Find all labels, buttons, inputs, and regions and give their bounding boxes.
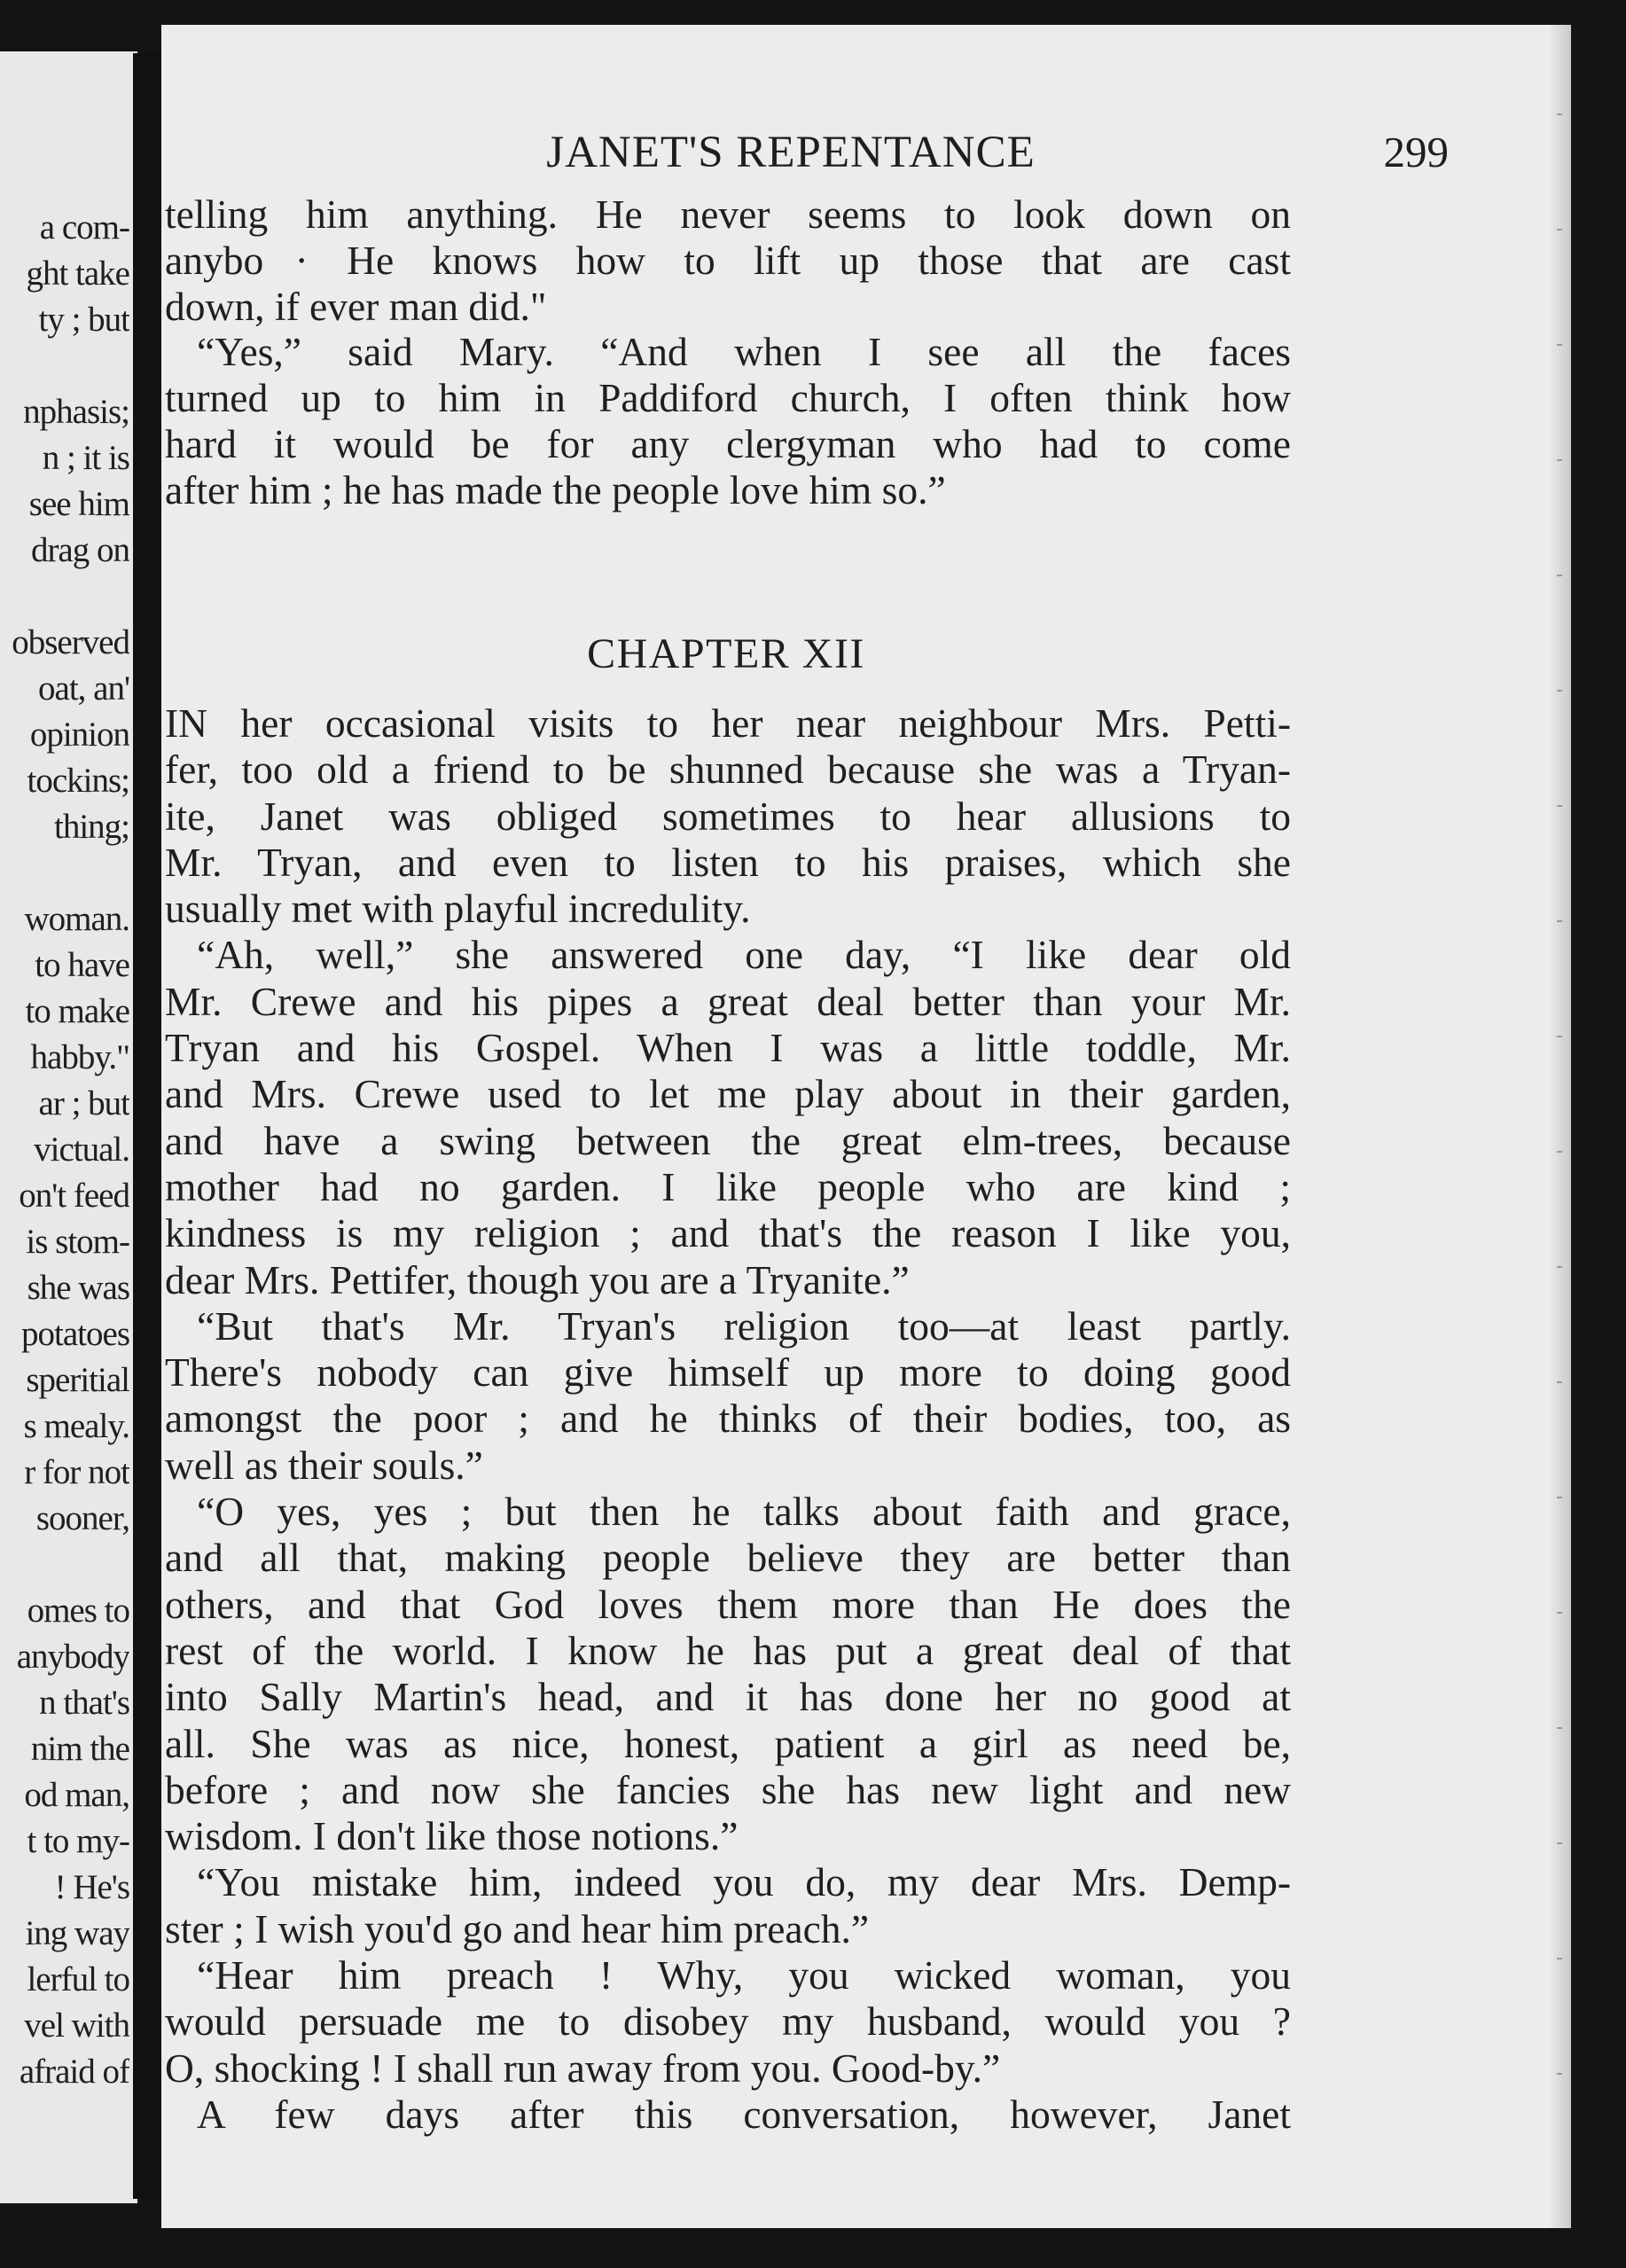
text-line: Mr. Tryan, and even to listen to his praises, which she (165, 839, 1291, 885)
text-line: after him ; he has made the people love him so.” (165, 466, 946, 512)
text-line: “You mistake him, indeed you do, my dear Mrs. Demp- (197, 1859, 1291, 1905)
left-fragment-line: to make (25, 992, 129, 1030)
left-fragment-line: she was (27, 1269, 129, 1307)
text-line: would persuade me to disobey my husband, would you ? (165, 1998, 1291, 2045)
text-line: into Sally Martin's head, and it has done her no good at (165, 1674, 1291, 1720)
left-fragment-line: thing; (53, 808, 129, 846)
text-line: “But that's Mr. Tryan's religion too—at least partly. (197, 1302, 1291, 1349)
text-line: and all that, making people believe they are better than (165, 1535, 1291, 1581)
left-fragment-line: observed (12, 623, 129, 661)
left-fragment-line: n ; it is (42, 439, 129, 477)
left-fragment-line: vel with (24, 2006, 129, 2045)
text-line: anybo · He knows how to lift up those that are cast (165, 237, 1291, 283)
text-line: O, shocking ! I shall run away from you. Good-by.” (165, 2045, 1001, 2091)
text-line: amongst the poor ; and he thinks of their bodies, too, as (165, 1396, 1291, 1442)
text-line: Tryan and his Gospel. When I was a little toddle, Mr. (165, 1025, 1291, 1071)
left-fragment-line: oat, an' (38, 669, 129, 708)
left-fragment-line: victual. (34, 1130, 129, 1169)
left-fragment-line: opinion (29, 716, 129, 754)
left-fragment-line: see him (28, 485, 129, 523)
page-edge-shading (1557, 113, 1562, 2153)
text-line: all. She was as nice, honest, patient a girl as need be, (165, 1720, 1291, 1766)
left-fragment-line: sooner, (35, 1499, 129, 1537)
left-fragment-line: r for not (24, 1453, 129, 1491)
chapter-heading: CHAPTER XII (587, 630, 865, 677)
text-line: before ; and now she fancies she has new light and new (165, 1766, 1291, 1812)
left-fragment-line: anybody (16, 1638, 129, 1676)
left-fragment-line: drag on (30, 531, 129, 569)
text-line: others, and that God loves them more than He does the (165, 1581, 1291, 1627)
text-line: IN her occasional visits to her near neighbour Mrs. Petti- (165, 700, 1291, 746)
book-spine-gutter (133, 53, 163, 2199)
running-title: JANET'S REPENTANCE (546, 128, 1036, 177)
text-line: fer, too old a friend to be shunned because she was a Tryan- (165, 747, 1291, 793)
text-line: mother had no garden. I like people who are kind ; (165, 1163, 1291, 1209)
text-line: and have a swing between the great elm-trees, because (165, 1117, 1291, 1163)
text-line: wisdom. I don't like those notions.” (165, 1813, 739, 1859)
left-fragment-line: lerful to (27, 1960, 129, 1998)
text-line: dear Mrs. Pettifer, though you are a Tryanite.” (165, 1256, 910, 1302)
left-fragment-line: ! He's (54, 1868, 129, 1906)
left-fragment-line: nphasis; (23, 393, 129, 431)
left-fragment-line: potatoes (21, 1315, 129, 1353)
left-fragment-line: woman. (24, 900, 129, 938)
right-page (161, 25, 1571, 2228)
left-fragment-line (0, 574, 129, 620)
left-fragment-line: ght take (26, 254, 129, 293)
left-fragment-line: omes to (27, 1592, 129, 1630)
left-fragment-line: to have (35, 946, 129, 984)
left-page-fragments (0, 205, 140, 2095)
left-fragment-line: n that's (39, 1684, 129, 1722)
left-fragment-line: ing way (25, 1914, 129, 1952)
page-header (161, 121, 1571, 184)
left-fragment-line: t to my- (27, 1822, 129, 1860)
left-fragment-line: on't feed (19, 1177, 129, 1215)
left-fragment-line (0, 343, 129, 389)
text-line: down, if ever man did." (165, 283, 547, 329)
left-fragment-line: a com- (39, 208, 129, 246)
text-line: turned up to him in Paddiford church, I often think how (165, 375, 1291, 421)
left-fragment-line: afraid of (19, 2053, 129, 2091)
text-line: usually met with playful incredulity. (165, 886, 751, 932)
continued-text-block (165, 192, 1291, 513)
left-fragment-line: ty ; but (38, 301, 129, 339)
text-line: and Mrs. Crewe used to let me play about in their garden, (165, 1071, 1291, 1117)
page-number: 299 (1383, 128, 1449, 176)
left-fragment-line (0, 1542, 129, 1588)
text-line: “O yes, yes ; but then he talks about faith and grace, (197, 1489, 1291, 1535)
text-line: A few days after this conversation, however, Janet (197, 2091, 1291, 2137)
left-fragment-line: s mealy. (23, 1407, 129, 1445)
left-fragment-line: tockins; (27, 762, 129, 800)
left-fragment-line: habby." (30, 1038, 129, 1076)
chapter-body-text (165, 700, 1291, 2138)
text-line: ite, Janet was obliged sometimes to hear allusions to (165, 793, 1291, 839)
text-line: Mr. Crewe and his pipes a great deal better than your Mr. (165, 978, 1291, 1024)
text-line: rest of the world. I know he has put a great deal of that (165, 1627, 1291, 1673)
text-line: ster ; I wish you'd go and hear him preach.” (165, 1905, 870, 1951)
text-line: There's nobody can give himself up more to doing good (165, 1349, 1291, 1396)
text-line: well as their souls.” (165, 1442, 483, 1488)
left-fragment-line: ar ; but (38, 1084, 129, 1122)
text-line: kindness is my religion ; and that's the reason I like you, (165, 1210, 1291, 1256)
text-line: hard it would be for any clergyman who had to come (165, 420, 1291, 466)
left-fragment-line: od man, (24, 1776, 129, 1814)
left-fragment-line: nim the (30, 1730, 129, 1768)
left-fragment-line (0, 850, 129, 896)
text-line: “Ah, well,” she answered one day, “I like dear old (197, 932, 1291, 978)
text-line: “Yes,” said Mary. “And when I see all the faces (197, 329, 1291, 375)
left-page-edge (0, 51, 140, 2203)
text-line: telling him anything. He never seems to look down on (165, 192, 1291, 237)
text-line: “Hear him preach ! Why, you wicked woman, you (197, 1952, 1291, 1998)
left-fragment-line: is stom- (26, 1223, 129, 1261)
left-fragment-line: speritial (26, 1361, 129, 1399)
